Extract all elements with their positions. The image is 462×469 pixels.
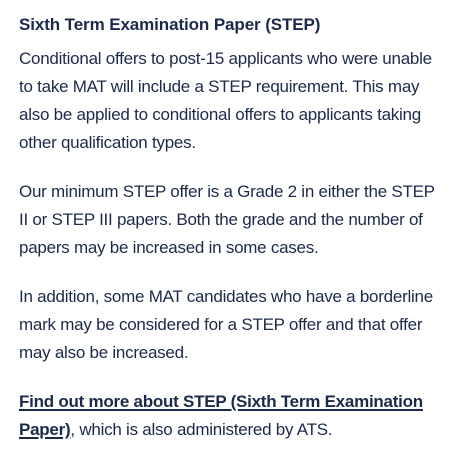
- paragraph-minimum-offer: Our minimum STEP offer is a Grade 2 in either the STEP II or STEP III papers. Both the grade and the number of papers may be increased in some cases.: [19, 182, 435, 257]
- paragraph-conditional-offers: Conditional offers to post-15 applicants who were unable to take MAT will include a STEP requirement. This may also be applied to conditional offers to applicants taking other qualification types.: [19, 49, 432, 152]
- section-heading: Sixth Term Examination Paper (STEP): [19, 15, 321, 34]
- paragraph-borderline-candidates: In addition, some MAT candidates who have a borderline mark may be considered for a STEP offer and that offer may also be increased.: [19, 287, 433, 362]
- link-suffix-text: , which is also administered by ATS.: [70, 420, 333, 439]
- step-info-link[interactable]: Find out more about STEP (Sixth Term Examination Paper): [19, 392, 423, 439]
- paragraph-find-out-more: [19, 388, 447, 444]
- step-section: [19, 12, 447, 444]
